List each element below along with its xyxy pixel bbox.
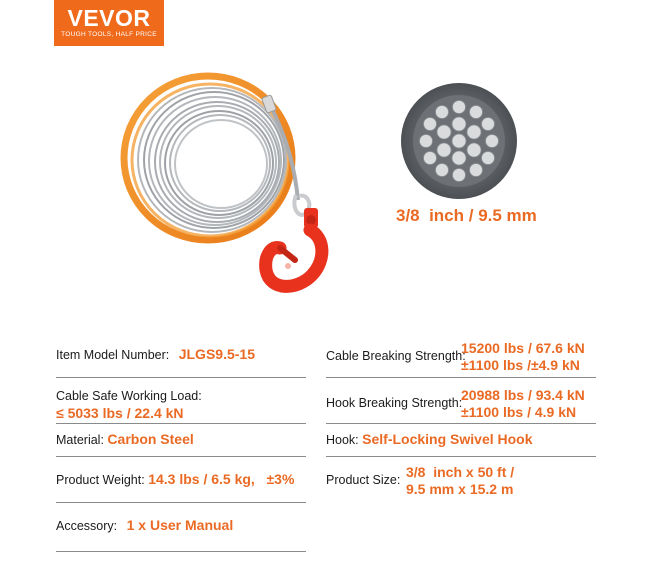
spec-value: JLGS9.5-15 (178, 346, 255, 362)
spec-value-product-size-1: 3/8 inch x 50 ft / (406, 464, 515, 480)
spec-value: 14.3 lbs / 6.5 kg, ±3% (148, 471, 295, 487)
spec-safe-working-load (56, 388, 202, 422)
spec-item-model (56, 346, 255, 364)
spec-value: Self-Locking Swivel Hook (362, 431, 533, 447)
spec-value-cable-breaking-2: ±1100 lbs /±4.9 kN (461, 357, 580, 373)
spec-product-weight (56, 471, 294, 489)
swivel-hook-shape (266, 208, 322, 286)
divider (56, 423, 306, 424)
divider (326, 456, 596, 457)
divider (326, 377, 596, 378)
logo-tagline: TOUGH TOOLS, HALF PRICE (61, 31, 157, 38)
spec-value-product-size-2: 9.5 mm x 15.2 m (406, 481, 514, 497)
spec-label: Product Weight: (56, 473, 145, 487)
spec-label-product-size: Product Size: (326, 473, 401, 487)
spec-label: Cable Safe Working Load: (56, 389, 202, 403)
divider (56, 456, 306, 457)
spec-hook (326, 431, 533, 449)
divider (56, 502, 306, 503)
spec-label: Accessory: (56, 519, 118, 533)
spec-material (56, 431, 194, 449)
spec-value: 1 x User Manual (126, 517, 234, 533)
spec-value: ≤ 5033 lbs / 22.4 kN (56, 405, 184, 421)
vevor-logo (54, 0, 164, 46)
divider (56, 377, 306, 378)
spec-accessory (56, 517, 233, 535)
spec-label: Item Model Number: (56, 348, 170, 362)
spec-label-hook-breaking: Hook Breaking Strength: (326, 396, 463, 410)
spec-value: Carbon Steel (107, 431, 194, 447)
spec-label: Hook: (326, 433, 359, 447)
spec-value-cable-breaking-1: 15200 lbs / 67.6 kN (461, 340, 585, 356)
divider (326, 423, 596, 424)
cable-diameter-label: 3/8 inch / 9.5 mm (396, 206, 537, 225)
winch-cable-coil-image (120, 70, 360, 340)
spec-label: Material: (56, 433, 104, 447)
spec-label-cable-breaking: Cable Breaking Strength: (326, 349, 466, 363)
spec-value-hook-breaking-1: 20988 lbs / 93.4 kN (461, 387, 585, 403)
spec-value-hook-breaking-2: ±1100 lbs / 4.9 kN (461, 404, 577, 420)
logo-brand: VEVOR (67, 5, 151, 31)
cable-cross-section-image (396, 82, 522, 200)
divider (56, 551, 306, 552)
